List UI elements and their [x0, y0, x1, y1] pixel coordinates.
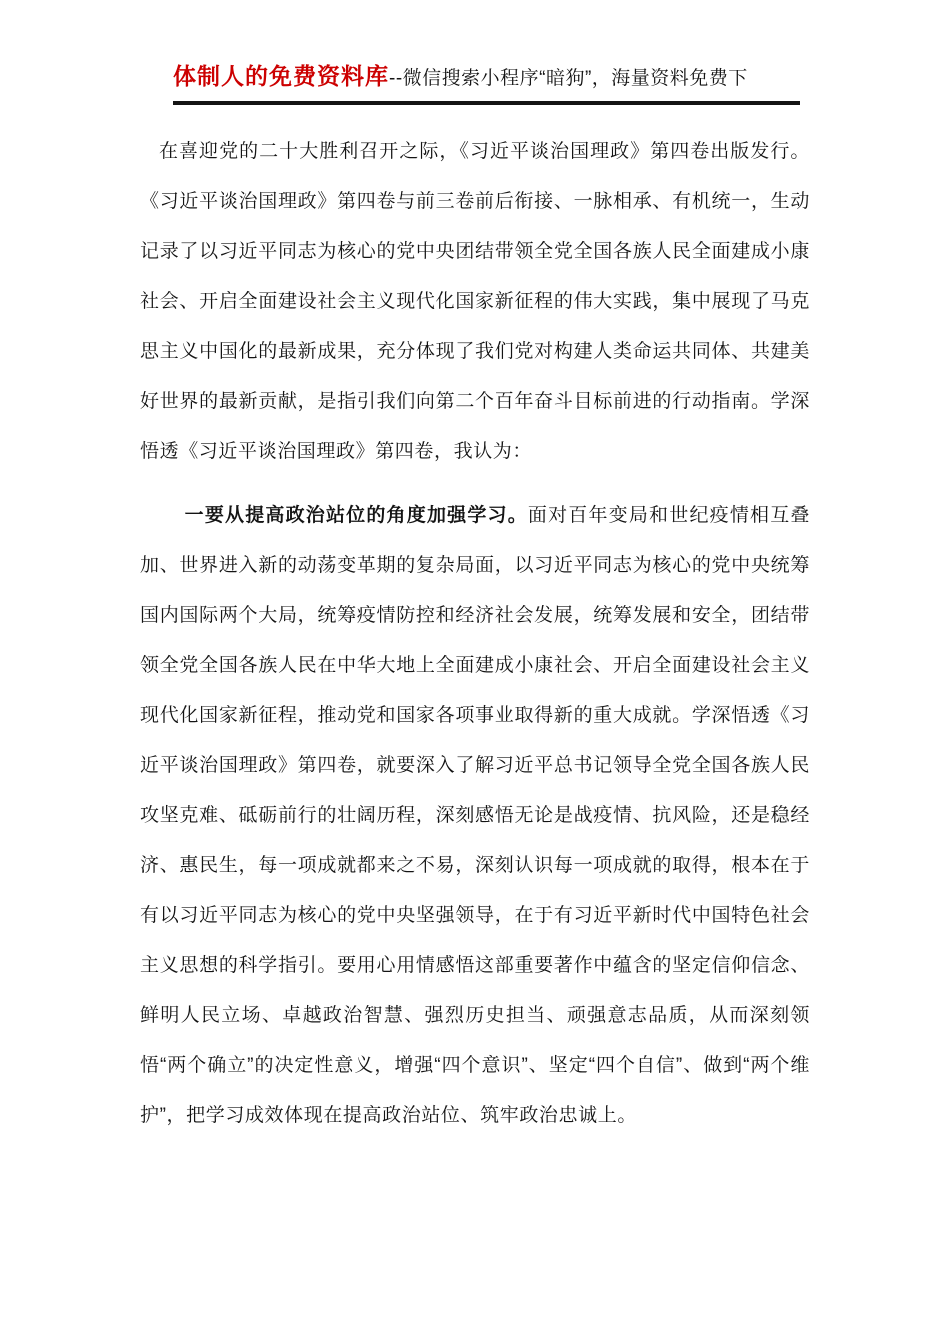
doc-header [173, 58, 800, 105]
doc-body [140, 127, 810, 1141]
paragraph-point-one [140, 491, 810, 1141]
paragraph-intro [140, 127, 810, 477]
paragraph-intro-text: 在喜迎党的二十大胜利召开之际，《习近平谈治国理政》第四卷出版发行。《习近平谈治国理政》第四卷与前三卷前后衔接、一脉相承、有机统一，生动记录了以习近平同志为核心的党中央团结带领全党全国各族人民全面建成小康社会、开启全面建设社会主义现代化国家新征程的伟大实践，集中展现了马克思主义中国化的最新成果，充分体现了我们党对构建人类命运共同体、共建美好世界的最新贡献，是指引我们向第二个百年奋斗目标前进的行动指南。学深悟透《习近平谈治国理政》第四卷，我认为： [140, 141, 810, 462]
brand-title: 体制人的免费资料库 [173, 63, 389, 89]
paragraph-point-one-text: 面对百年变局和世纪疫情相互叠加、世界进入新的动荡变革期的复杂局面，以习近平同志为核心的党中央统筹国内国际两个大局，统筹疫情防控和经济社会发展，统筹发展和安全，团结带领全党全国各族人民在中华大地上全面建成小康社会、开启全面建设社会主义现代化国家新征程，推动党和国家各项事业取得新的重大成就。学深悟透《习近平谈治国理政》第四卷，就要深入了解习近平总书记领导全党全国各族人民攻坚克难、砥砺前行的壮阔历程，深刻感悟无论是战疫情、抗风险，还是稳经济、惠民生，每一项成就都来之不易，深刻认识每一项成就的取得，根本在于有以习近平同志为核心的党中央坚强领导，在于有习近平新时代中国特色社会主义思想的科学指引。要用心用情感悟这部重要著作中蕴含的坚定信仰信念、鲜明人民立场、卓越政治智慧、强烈历史担当、顽强意志品质，从而深刻领悟“两个确立”的决定性意义，增强“四个意识”、坚定“四个自信”、做到“两个维护”，把学习成效体现在提高政治站位、筑牢政治忠诚上。 [140, 505, 810, 1126]
paragraph-point-one-lead: 一要从提高政治站位的角度加强学习。 [184, 505, 528, 526]
brand-tagline: --微信搜索小程序“暗狗”，海量资料免费下 [389, 68, 748, 89]
